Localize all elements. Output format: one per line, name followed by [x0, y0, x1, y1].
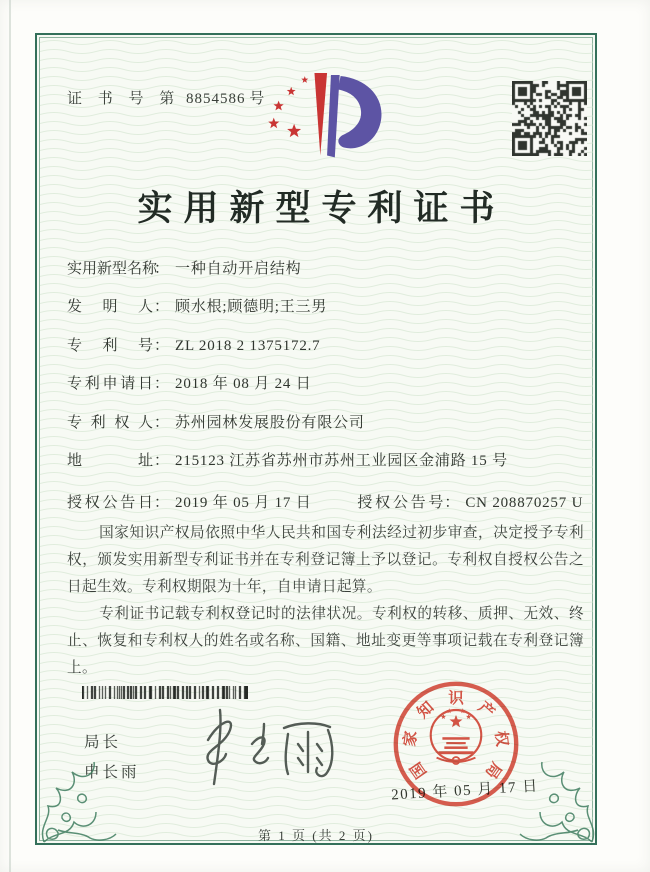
- certificate-number: [67, 87, 270, 108]
- field-row-address: [67, 449, 508, 470]
- seal-national-emblem: [431, 708, 482, 764]
- qr-code: [512, 81, 587, 156]
- field-row-patentee: [67, 411, 365, 432]
- svg-text:家: 家: [401, 730, 421, 748]
- svg-text:权: 权: [491, 730, 511, 748]
- field-colon: ：: [154, 338, 170, 354]
- field-label: 专利权人: [67, 415, 153, 431]
- field-value: 215123 江苏省苏州市苏州工业园区金浦路 15 号: [175, 453, 508, 469]
- seal-date: 2019 年 05 月 17 日: [390, 778, 540, 804]
- grant-date-value: 2019 年 05 月 17 日: [175, 495, 312, 511]
- svg-text:产: 产: [474, 698, 498, 722]
- grant-number-label: 授权公告号: [357, 495, 444, 511]
- cnipa-logo-icon: [266, 70, 392, 174]
- svg-text:国: 国: [407, 758, 431, 782]
- grant-date-label: 授权公告日: [67, 495, 153, 511]
- certificate-number-prefix: 证 书 号 第: [67, 91, 181, 107]
- paper-edge-line: [9, 0, 11, 872]
- certificate-number-suffix: 号: [249, 91, 271, 107]
- field-colon: ：: [444, 495, 460, 511]
- svg-text:局: 局: [481, 758, 505, 782]
- certificate-title: 实用新型专利证书: [137, 189, 506, 228]
- legal-text-block: [67, 520, 584, 682]
- field-row-patent-number: [67, 334, 320, 355]
- field-value: 苏州园林发展股份有限公司: [175, 415, 365, 431]
- field-value: ZL 2018 2 1375172.7: [175, 338, 321, 354]
- field-label: 实用新型名称: [67, 261, 158, 277]
- field-label: 地址: [67, 453, 153, 469]
- corner-flourish-left-icon: [38, 760, 120, 844]
- svg-text:识: 识: [448, 690, 464, 708]
- field-value: 顾水根;顾德明;王三男: [175, 299, 328, 315]
- svg-text:知: 知: [414, 698, 438, 722]
- field-value: 2018 年 08 月 24 日: [175, 376, 312, 392]
- barcode: [82, 686, 248, 699]
- field-label: 发明人: [67, 299, 153, 315]
- field-label: 专利申请日: [67, 376, 153, 392]
- signer-name: 申长雨: [84, 764, 140, 781]
- certificate-number-value: 8854586: [186, 91, 246, 107]
- field-row-utility-name: [67, 257, 301, 278]
- legal-paragraph-2: 专利证书记载专利权登记时的法律状况。专利权的转移、质押、无效、终止、恢复和专利权人的姓名或名称、国籍、地址变更等事项记载在专利登记簿上。: [67, 606, 584, 676]
- corner-flourish-right-icon: [516, 760, 598, 844]
- field-colon: ：: [154, 299, 170, 315]
- page-number: 第 1 页 (共 2 页): [258, 828, 374, 843]
- field-row-filing-date: [67, 372, 312, 393]
- field-colon: ：: [154, 453, 170, 469]
- field-row-grant-announcement: [67, 491, 583, 512]
- field-colon: ：: [154, 261, 170, 277]
- field-row-inventors: [67, 295, 327, 316]
- cnipa-red-seal: [388, 676, 524, 812]
- signer-title: 局长: [84, 734, 122, 751]
- grant-number-value: CN 208870257 U: [465, 495, 584, 511]
- field-colon: ：: [154, 495, 170, 511]
- handwritten-signature: [180, 700, 345, 788]
- field-label: 专利号: [67, 338, 153, 354]
- legal-paragraph-1: 国家知识产权局依照中华人民共和国专利法经过初步审查，决定授予专利权，颁发实用新型专利证书并在专利登记簿上予以登记。专利权自授权公告之日起生效。专利权期限为十年，自申请日起算。: [67, 525, 584, 595]
- field-value: 一种自动开启结构: [175, 261, 302, 277]
- field-colon: ：: [154, 376, 170, 392]
- field-colon: ：: [154, 415, 170, 431]
